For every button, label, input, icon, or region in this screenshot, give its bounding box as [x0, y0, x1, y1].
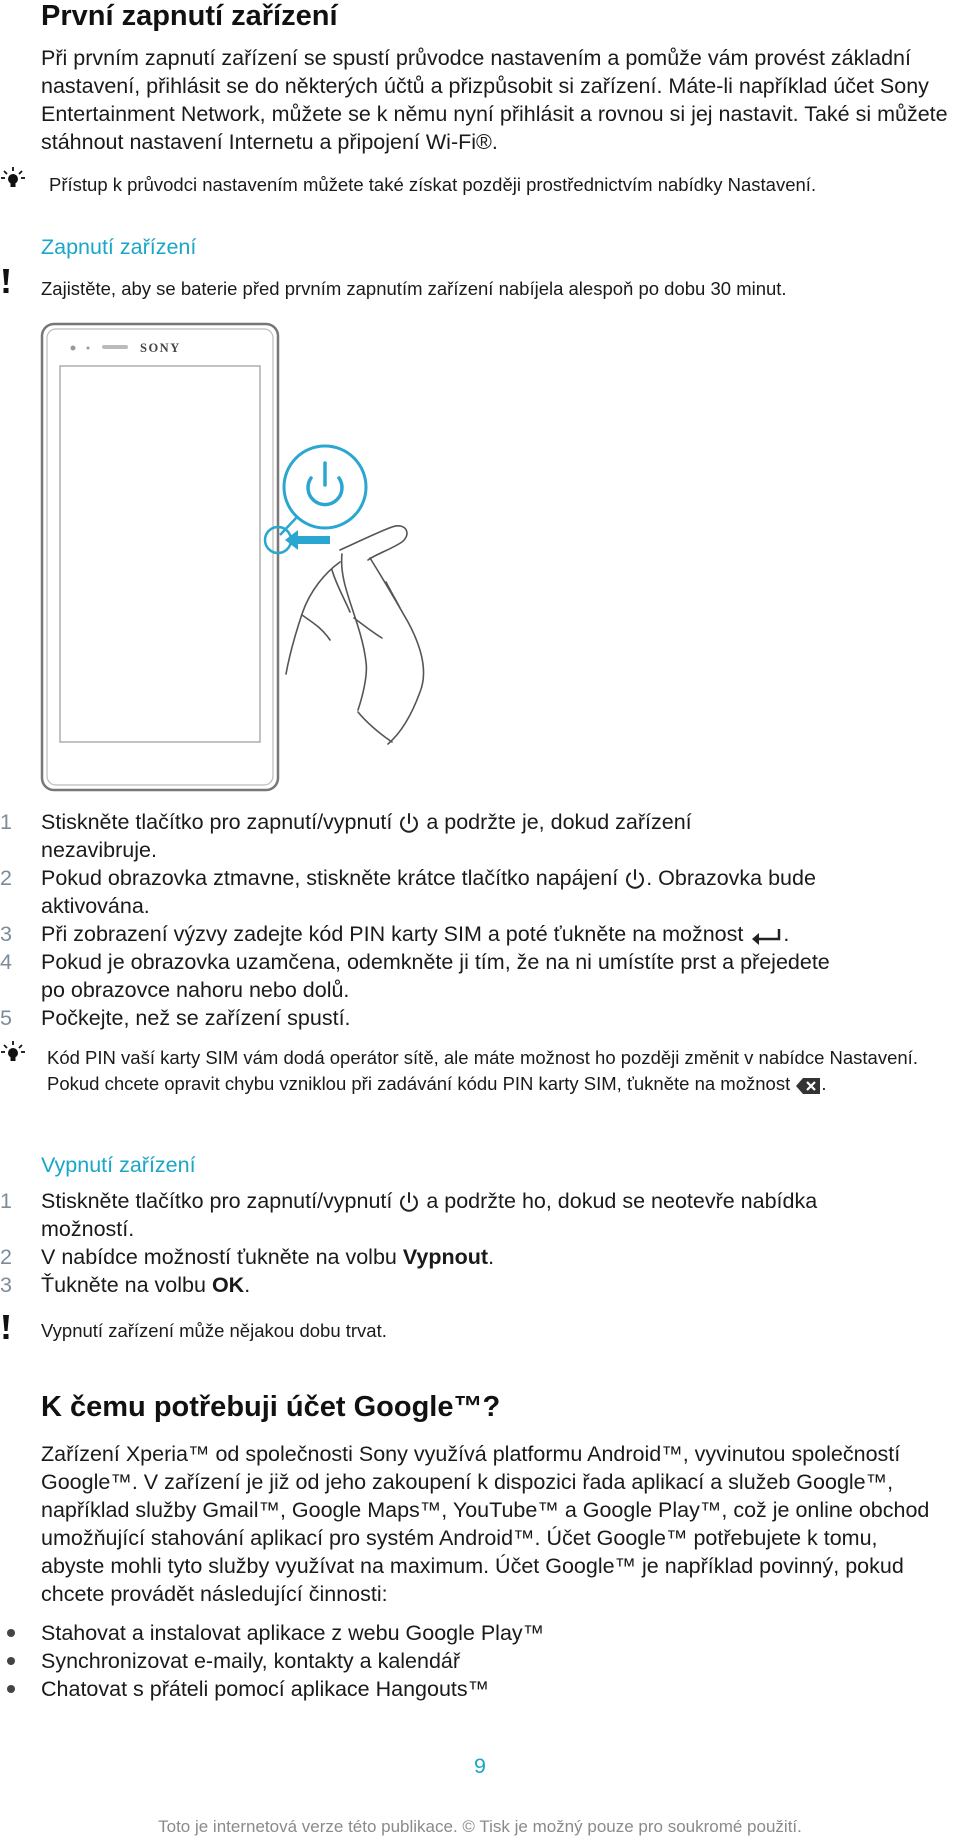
- step-power-off-1: 1 Stiskněte tlačítko pro zapnutí/vypnutí a podržte ho, dokud se neotevře nabídka možností.: [0, 1189, 818, 1241]
- power-icon: [624, 868, 646, 890]
- step-power-on-5: 5 Počkejte, než se zařízení spustí.: [0, 1006, 351, 1030]
- list-item: Stahovat a instalovat aplikace z webu Google Play™: [0, 1619, 960, 1647]
- step-power-off-2: 2 V nabídce možností ťukněte na volbu Vypnout.: [0, 1245, 495, 1269]
- lightbulb-icon: [0, 166, 26, 188]
- section-heading-power-off: Vypnutí zařízení: [41, 1153, 196, 1177]
- section-heading-power-on: Zapnutí zařízení: [41, 235, 197, 259]
- google-paragraph: Zařízení Xperia™ od společnosti Sony využívá platformu Android™, vyvinutou společností Google™. V zařízení je již od jeho zakoupení k dispozici řada aplikací a služeb Google™, například služby Gmail™, Google Maps™, YouTube™ a Google Play™, což je online obchod umožňující stahování aplikací pro systém Android™. Účet Google™ potřebujete k tomu, abyste mohli tyto služby využívat na maximum. Účet Google™ je například povinný, pokud chcete provádět následující činnosti:: [41, 1442, 930, 1606]
- step-power-off-3: 3 Ťukněte na volbu OK.: [0, 1273, 251, 1297]
- step-power-on-2: 2 Pokud obrazovka ztmavne, stiskněte krátce tlačítko napájení . Obrazovka bude aktivována.: [0, 866, 816, 918]
- google-section-title: K čemu potřebuji účet Google™?: [41, 1391, 501, 1423]
- bullet-dot: [7, 1629, 15, 1637]
- power-icon: [398, 812, 420, 834]
- footer-notice: Toto je internetová verze této publikace. © Tisk je možný pouze pro soukromé použití.: [158, 1817, 802, 1836]
- page-number: 9: [474, 1754, 486, 1778]
- step-power-on-4: 4 Pokud je obrazovka uzamčena, odemkněte ji tím, že na ni umístíte prst a přejedete po obrazovce nahoru nebo dolů.: [0, 950, 830, 1002]
- lightbulb-icon: [0, 1040, 26, 1062]
- list-item: Chatovat s přáteli pomocí aplikace Hangouts™: [0, 1675, 960, 1703]
- list-item: Synchronizovat e-maily, kontakty a kalendář: [0, 1647, 960, 1675]
- intro-paragraph: Při prvním zapnutí zařízení se spustí průvodce nastavením a pomůže vám provést základní nastavení, přihlásit se do některých účtů a přizpůsobit si zařízení. Máte-li například účet Sony Entertainment Network, můžete se k němu nyní přihlásit a rovnou si jej nastavit. Také si můžete stáhnout nastavení Internetu a připojení Wi-Fi®.: [41, 46, 948, 154]
- enter-key-icon: [749, 926, 783, 946]
- warning-battery: Zajistěte, aby se baterie před prvním zapnutím zařízení nabíjela alespoň po dobu 30 minut.: [41, 278, 787, 299]
- power-icon: [398, 1191, 420, 1213]
- backspace-icon: [795, 1077, 821, 1095]
- tip-setup-guide: Přístup k průvodci nastavením můžete také získat později prostřednictvím nabídky Nastavení.: [49, 174, 817, 195]
- phone-brand-logo: SONY: [140, 341, 181, 355]
- exclamation-icon: [1, 1314, 11, 1340]
- phone-power-illustration: [40, 322, 440, 792]
- bullet-dot: [7, 1685, 15, 1693]
- exclamation-icon: [1, 268, 11, 294]
- step-power-on-3: 3 Při zobrazení výzvy zadejte kód PIN karty SIM a poté ťukněte na možnost .: [0, 922, 790, 946]
- bullet-dot: [7, 1657, 15, 1665]
- step-power-on-1: 1 Stiskněte tlačítko pro zapnutí/vypnutí a podržte je, dokud zařízení nezavibruje.: [0, 810, 692, 862]
- page-title: První zapnutí zařízení: [41, 0, 338, 32]
- warning-shutdown-time: Vypnutí zařízení může nějakou dobu trvat.: [41, 1320, 387, 1341]
- tip-sim-pin: Kód PIN vaší karty SIM vám dodá operátor sítě, ale máte možnost ho později změnit v nabídce Nastavení. Pokud chcete opravit chybu vzniklou při zadávání kódu PIN karty SIM, ťukněte na možnost .: [47, 1047, 918, 1094]
